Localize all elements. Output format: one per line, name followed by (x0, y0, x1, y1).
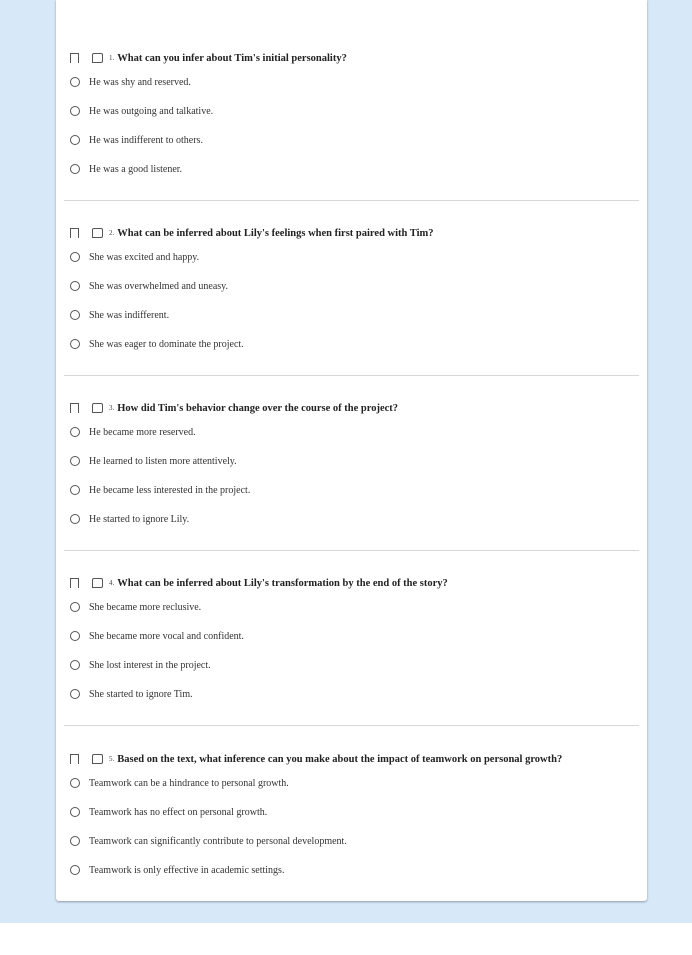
radio-button[interactable] (70, 164, 80, 174)
radio-button[interactable] (70, 865, 80, 875)
radio-button[interactable] (70, 485, 80, 495)
radio-button[interactable] (70, 807, 80, 817)
question-header (70, 51, 347, 65)
option-label: He became less interested in the project. (89, 484, 251, 496)
answer-option[interactable] (70, 250, 199, 264)
option-label: He was shy and reserved. (89, 76, 191, 88)
question-number: 5. (109, 755, 115, 763)
answer-option[interactable] (70, 104, 213, 118)
question-header (70, 576, 448, 590)
answer-option[interactable] (70, 512, 189, 526)
question-header (70, 401, 398, 415)
answer-option[interactable] (70, 600, 201, 614)
bookmark-icon[interactable] (70, 754, 79, 764)
answer-option[interactable] (70, 425, 196, 439)
radio-button[interactable] (70, 660, 80, 670)
answer-option[interactable] (70, 629, 244, 643)
question-header (70, 226, 434, 240)
radio-button[interactable] (70, 631, 80, 641)
option-label: He became more reserved. (89, 426, 196, 438)
radio-button[interactable] (70, 106, 80, 116)
answer-option[interactable] (70, 75, 191, 89)
comment-icon[interactable] (92, 754, 103, 764)
option-label: He learned to listen more attentively. (89, 455, 237, 467)
quiz-card (56, 0, 647, 901)
divider (64, 375, 639, 376)
answer-option[interactable] (70, 133, 203, 147)
radio-button[interactable] (70, 77, 80, 87)
question-text: What can be inferred about Lily's feelings when first paired with Tim? (117, 227, 434, 239)
option-label: She was overwhelmed and uneasy. (89, 280, 229, 292)
bookmark-icon[interactable] (70, 53, 79, 63)
answer-option[interactable] (70, 863, 284, 877)
radio-button[interactable] (70, 427, 80, 437)
question-number: 4. (109, 579, 115, 587)
option-label: She started to ignore Tim. (89, 688, 193, 700)
answer-option[interactable] (70, 658, 211, 672)
radio-button[interactable] (70, 339, 80, 349)
divider (64, 550, 639, 551)
comment-icon[interactable] (92, 578, 103, 588)
radio-button[interactable] (70, 310, 80, 320)
option-label: Teamwork is only effective in academic settings. (89, 864, 285, 876)
answer-option[interactable] (70, 162, 182, 176)
option-label: Teamwork can significantly contribute to personal development. (89, 835, 347, 847)
comment-icon[interactable] (92, 53, 103, 63)
radio-button[interactable] (70, 602, 80, 612)
option-label: Teamwork can be a hindrance to personal growth. (89, 777, 289, 789)
answer-option[interactable] (70, 337, 244, 351)
radio-button[interactable] (70, 281, 80, 291)
divider (64, 725, 639, 726)
answer-option[interactable] (70, 279, 228, 293)
question-number: 1. (109, 54, 115, 62)
radio-button[interactable] (70, 514, 80, 524)
question-text: How did Tim's behavior change over the course of the project? (117, 402, 399, 414)
option-label: He started to ignore Lily. (89, 513, 190, 525)
comment-icon[interactable] (92, 403, 103, 413)
radio-button[interactable] (70, 689, 80, 699)
answer-option[interactable] (70, 834, 347, 848)
option-label: She became more vocal and confident. (89, 630, 244, 642)
answer-option[interactable] (70, 308, 169, 322)
bookmark-icon[interactable] (70, 228, 79, 238)
answer-option[interactable] (70, 776, 289, 790)
radio-button[interactable] (70, 778, 80, 788)
answer-option[interactable] (70, 454, 237, 468)
answer-option[interactable] (70, 687, 193, 701)
option-label: She lost interest in the project. (89, 659, 211, 671)
radio-button[interactable] (70, 836, 80, 846)
question-text: What can you infer about Tim's initial personality? (117, 52, 347, 64)
radio-button[interactable] (70, 456, 80, 466)
option-label: She was eager to dominate the project. (89, 338, 244, 350)
question-header (70, 752, 562, 766)
radio-button[interactable] (70, 135, 80, 145)
option-label: She became more reclusive. (89, 601, 202, 613)
radio-button[interactable] (70, 252, 80, 262)
question-text: What can be inferred about Lily's transformation by the end of the story? (117, 577, 448, 589)
answer-option[interactable] (70, 483, 250, 497)
option-label: She was indifferent. (89, 309, 170, 321)
divider (64, 200, 639, 201)
bookmark-icon[interactable] (70, 403, 79, 413)
option-label: He was a good listener. (89, 163, 183, 175)
option-label: Teamwork has no effect on personal growth. (89, 806, 268, 818)
question-number: 2. (109, 229, 115, 237)
option-label: He was indifferent to others. (89, 134, 203, 146)
comment-icon[interactable] (92, 228, 103, 238)
bookmark-icon[interactable] (70, 578, 79, 588)
option-label: He was outgoing and talkative. (89, 105, 214, 117)
question-number: 3. (109, 404, 115, 412)
option-label: She was excited and happy. (89, 251, 200, 263)
answer-option[interactable] (70, 805, 267, 819)
question-text: Based on the text, what inference can you make about the impact of teamwork on personal growth? (117, 753, 563, 765)
